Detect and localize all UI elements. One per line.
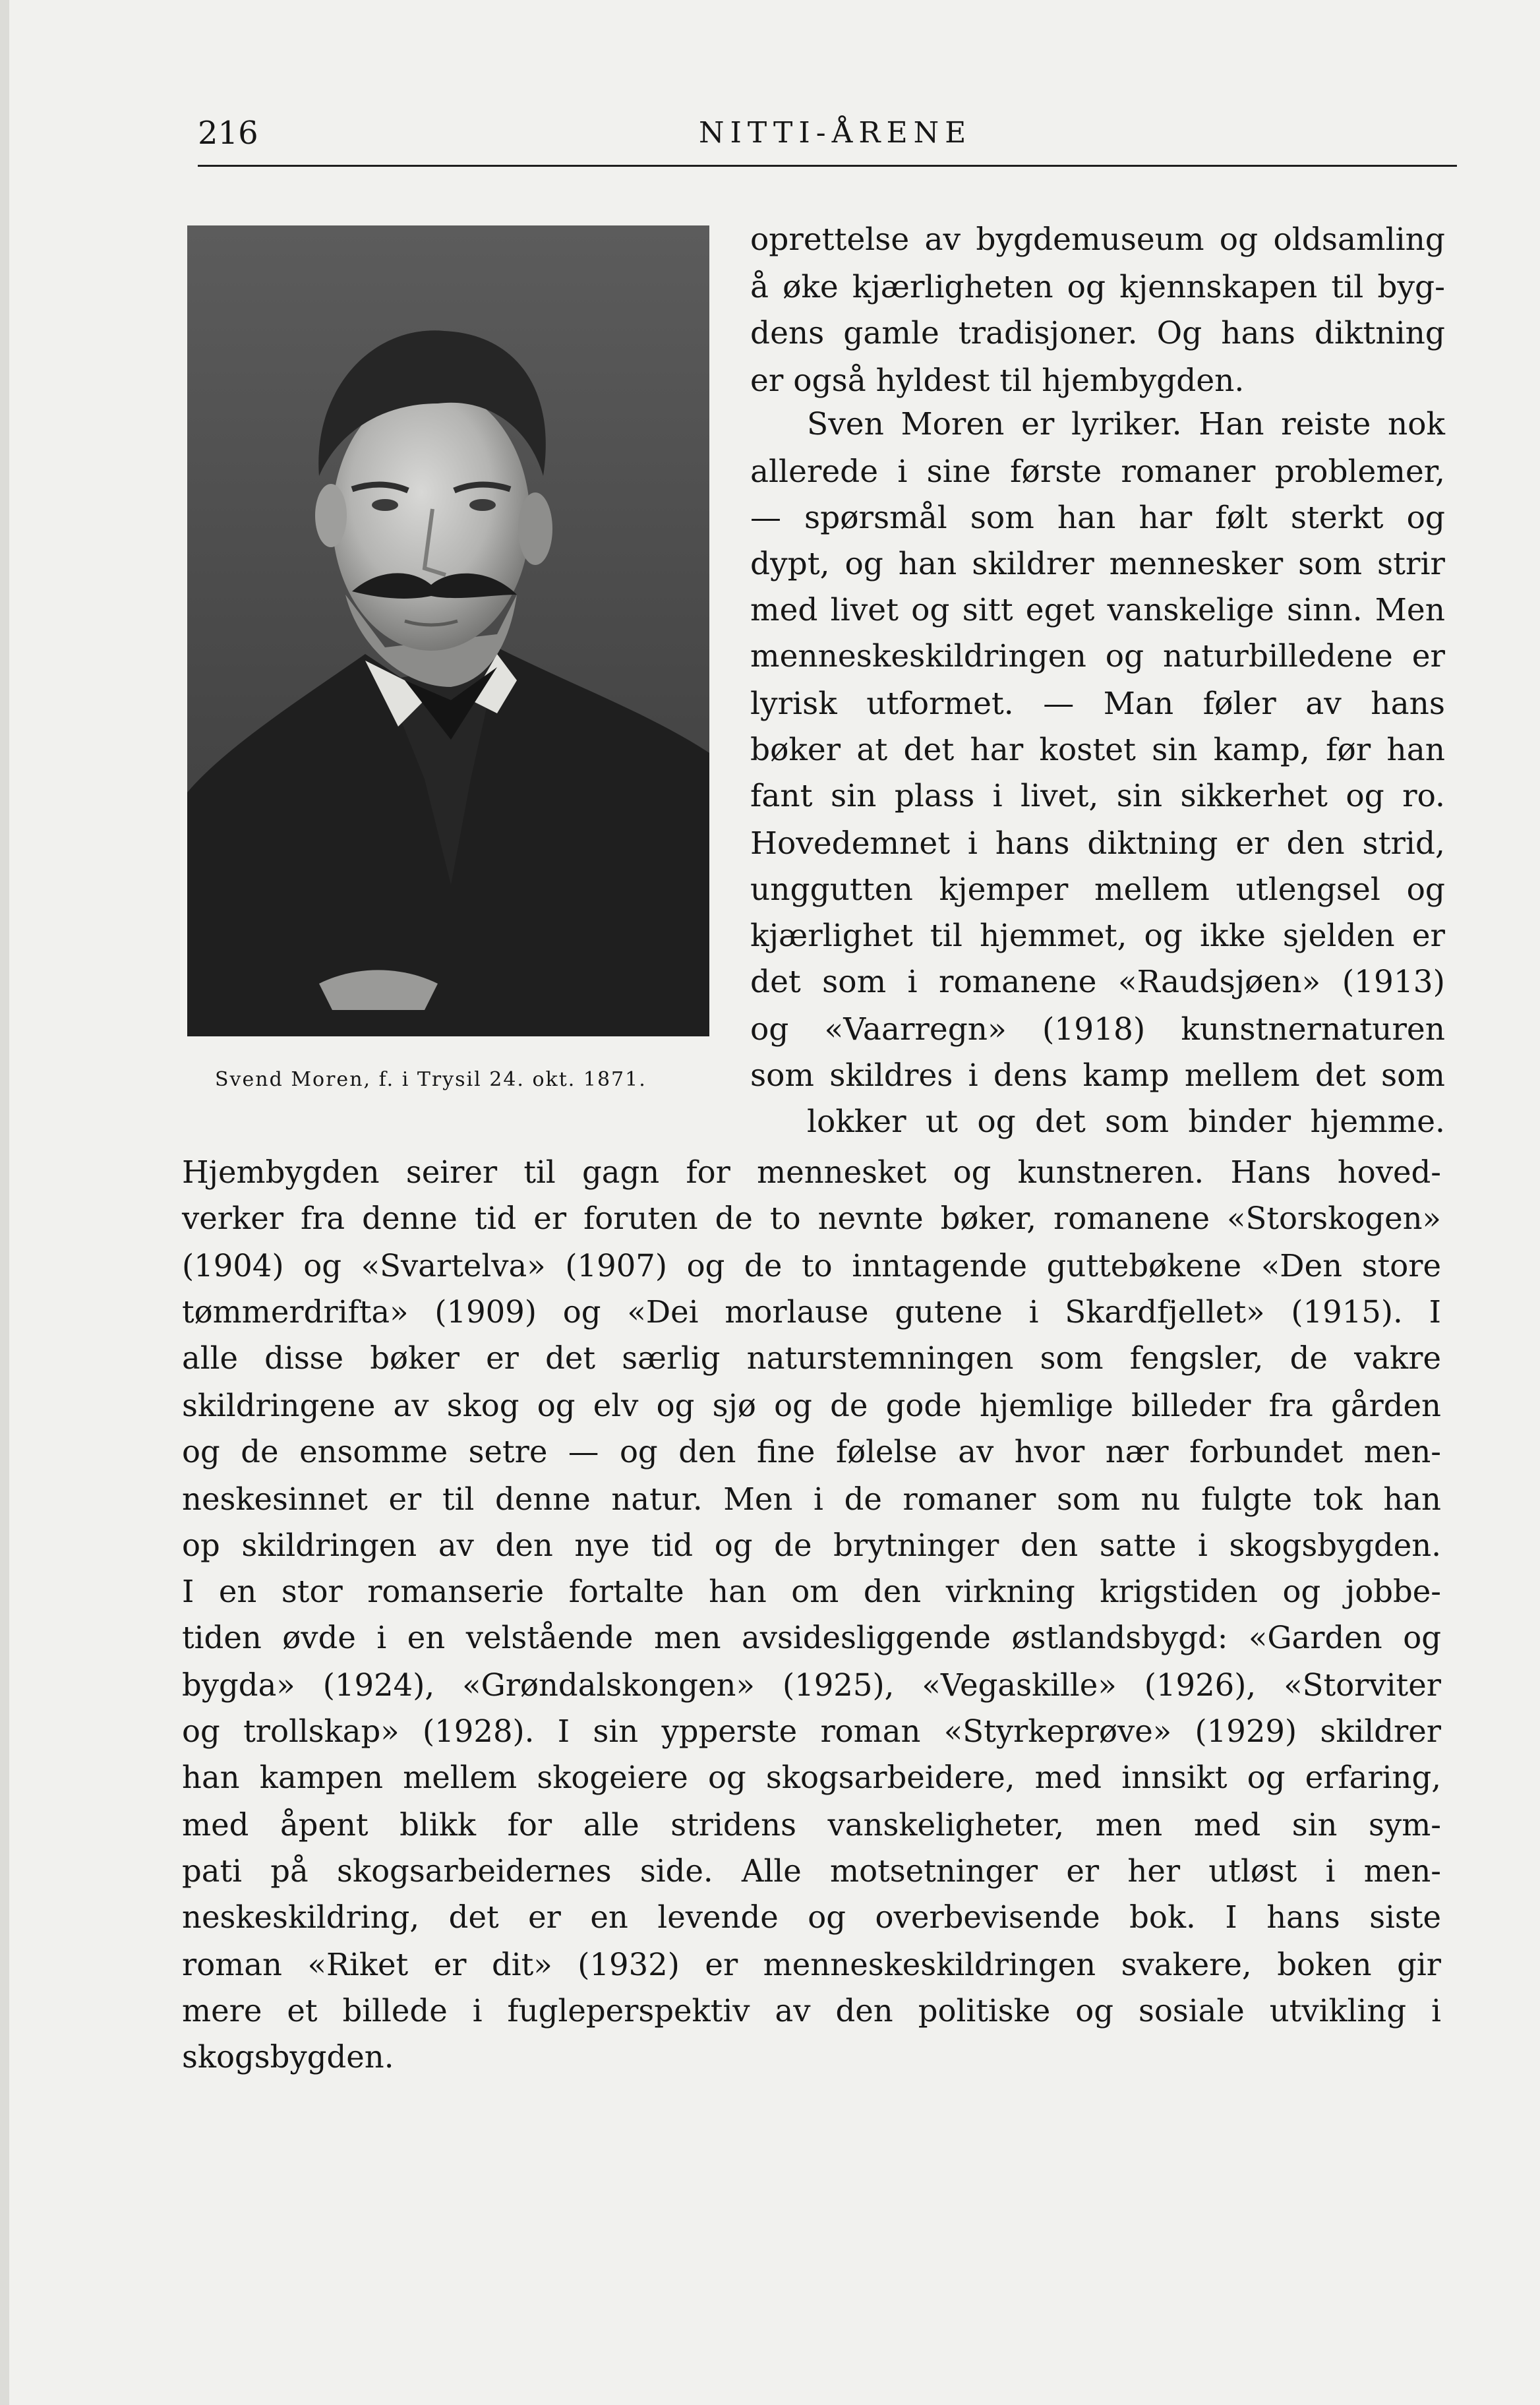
text-line: menneskeskildringen og naturbilledene er	[750, 638, 1445, 674]
text-line: dens gamle tradisjoner. Og hans diktning	[750, 315, 1445, 351]
text-line: neskeskildring, det er en levende og overbevisende bok. I hans siste	[182, 1899, 1441, 1935]
text-line: med livet og sitt eget vanskelige sinn. Men	[750, 592, 1445, 628]
text-line: lokker ut og det som binder hjemme.	[807, 1104, 1445, 1140]
text-line: Sven Moren er lyriker. Han reiste nok	[807, 406, 1445, 442]
text-line: lyrisk utformet. — Man føler av hans	[750, 686, 1445, 722]
text-line: skogsbygden.	[182, 2039, 394, 2075]
text-line: oprettelse av bygdemuseum og oldsamling	[750, 222, 1445, 258]
text-line: neskesinnet er til denne natur. Men i de romaner som nu fulgte tok han	[182, 1481, 1441, 1517]
text-line: og de ensomme setre — og den fine følelse av hvor nær forbundet men-	[182, 1434, 1441, 1470]
text-line: I en stor romanserie fortalte han om den virkning krigstiden og jobbe-	[182, 1574, 1441, 1609]
text-line: mere et billede i fugleperspektiv av den politiske og sosiale utvikling i	[182, 1993, 1441, 2029]
text-line: fant sin plass i livet, sin sikkerhet og ro.	[750, 778, 1445, 814]
text-line: det som i romanene «Raudsjøen» (1913)	[750, 964, 1445, 1000]
text-line: og «Vaarregn» (1918) kunstnernaturen	[750, 1011, 1445, 1048]
text-line: (1904) og «Svartelva» (1907) og de to inntagende guttebøkene «Den store	[182, 1248, 1441, 1284]
text-line: er også hyldest til hjembygden.	[750, 363, 1245, 399]
text-line: tømmerdrifta» (1909) og «Dei morlause gutene i Skardfjellet» (1915). I	[182, 1294, 1441, 1330]
text-line: Hovedemnet i hans diktning er den strid,	[750, 825, 1445, 862]
text-line: som skildres i dens kamp mellem det som	[750, 1057, 1445, 1094]
text-line: tiden øvde i en velstående men avsidesliggende østlandsbygd: «Garden og	[182, 1620, 1441, 1655]
page-number: 216	[198, 115, 258, 152]
text-line: Hjembygden seirer til gagn for mennesket og kunstneren. Hans hoved-	[182, 1154, 1441, 1190]
running-head	[198, 113, 1457, 153]
text-line: roman «Riket er dit» (1932) er menneskeskildringen svakere, boken gir	[182, 1947, 1441, 1982]
text-line: skildringene av skog og elv og sjø og de gode hjemlige billeder fra gården	[182, 1388, 1441, 1423]
text-line: — spørsmål som han har følt sterkt og	[750, 500, 1445, 536]
text-line: bygda» (1924), «Grøndalskongen» (1925), «Vegaskille» (1926), «Storviter	[182, 1667, 1441, 1703]
text-line: dypt, og han skildrer mennesker som strir	[750, 546, 1445, 582]
text-line: kjærlighet til hjemmet, og ikke sjelden er	[750, 918, 1445, 954]
page-edge	[0, 0, 9, 2405]
header-rule	[198, 165, 1457, 167]
text-line: han kampen mellem skogeiere og skogsarbeidere, med innsikt og erfaring,	[182, 1760, 1441, 1795]
portrait-photo	[187, 225, 709, 1036]
text-line: op skildringen av den nye tid og de brytninger den satte i skogsbygden.	[182, 1528, 1441, 1563]
text-line: allerede i sine første romaner problemer,	[750, 454, 1445, 490]
photo-caption: Svend Moren, f. i Trysil 24. okt. 1871.	[215, 1068, 647, 1091]
text-line: med åpent blikk for alle stridens vanskeligheter, men med sin sym-	[182, 1807, 1441, 1843]
text-line: pati på skogsarbeidernes side. Alle motsetninger er her utløst i men-	[182, 1853, 1441, 1889]
text-line: verker fra denne tid er foruten de to nevnte bøker, romanene «Storskogen»	[182, 1201, 1441, 1236]
text-line: alle disse bøker er det særlig naturstemningen som fengsler, de vakre	[182, 1340, 1441, 1376]
text-line: bøker at det har kostet sin kamp, før han	[750, 732, 1445, 768]
text-line: og trollskap» (1928). I sin ypperste roman «Styrkeprøve» (1929) skildrer	[182, 1713, 1441, 1749]
running-title: NITTI-ÅRENE	[699, 116, 972, 150]
text-line: unggutten kjemper mellem utlengsel og	[750, 872, 1445, 908]
text-line: å øke kjærligheten og kjennskapen til byg-	[750, 269, 1445, 305]
